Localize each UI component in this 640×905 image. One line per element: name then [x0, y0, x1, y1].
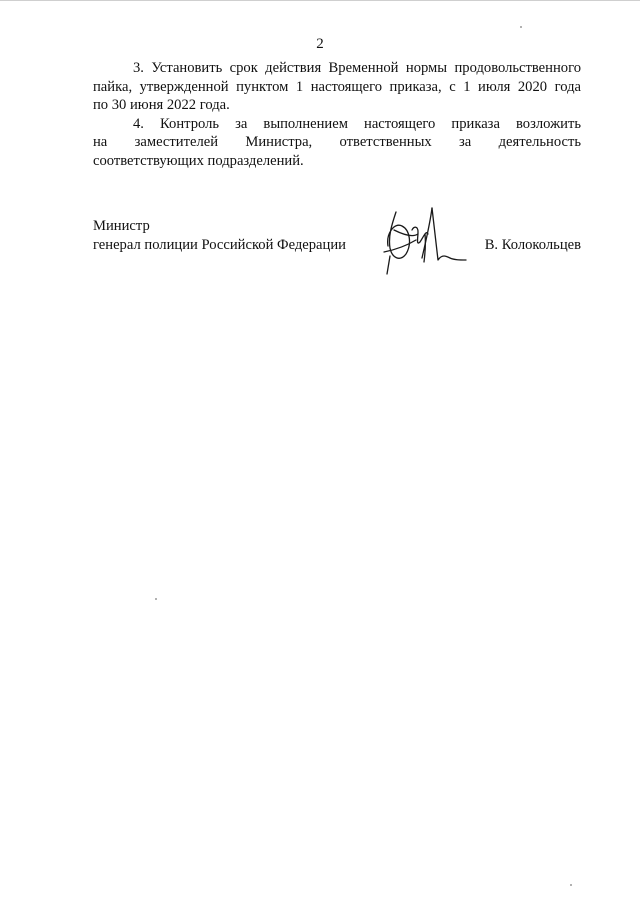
signatory-name: В. Колокольцев	[484, 237, 581, 253]
signatory-position-line-2: генерал полиции Российской Федерации	[93, 237, 346, 253]
scan-speck	[570, 884, 572, 886]
page-number: 2	[316, 36, 324, 52]
paragraph-4-line-3: соответствующих подразделений.	[93, 152, 304, 169]
signatory-position	[93, 217, 346, 255]
paragraph-4-line-2: на заместителей Министра, ответственных за деятельность	[93, 134, 581, 151]
paragraph-4-line-1: 4. Контроль за выполнением настоящего приказа возложить	[133, 115, 581, 132]
signatory-position-line-1: Министр	[93, 218, 150, 234]
scan-speck	[155, 598, 157, 600]
paragraph-3-line-2: пайка, утвержденной пунктом 1 настоящего приказа, с 1 июля 2020 года	[93, 78, 581, 95]
scan-speck	[520, 26, 522, 28]
document-body	[93, 59, 581, 171]
handwritten-signature	[372, 200, 472, 278]
paragraph-4	[93, 115, 581, 171]
paragraph-3	[93, 59, 581, 115]
paragraph-3-line-3: по 30 июня 2022 года.	[93, 97, 230, 114]
paragraph-3-line-1: 3. Установить срок действия Временной нормы продовольственного	[133, 60, 581, 76]
